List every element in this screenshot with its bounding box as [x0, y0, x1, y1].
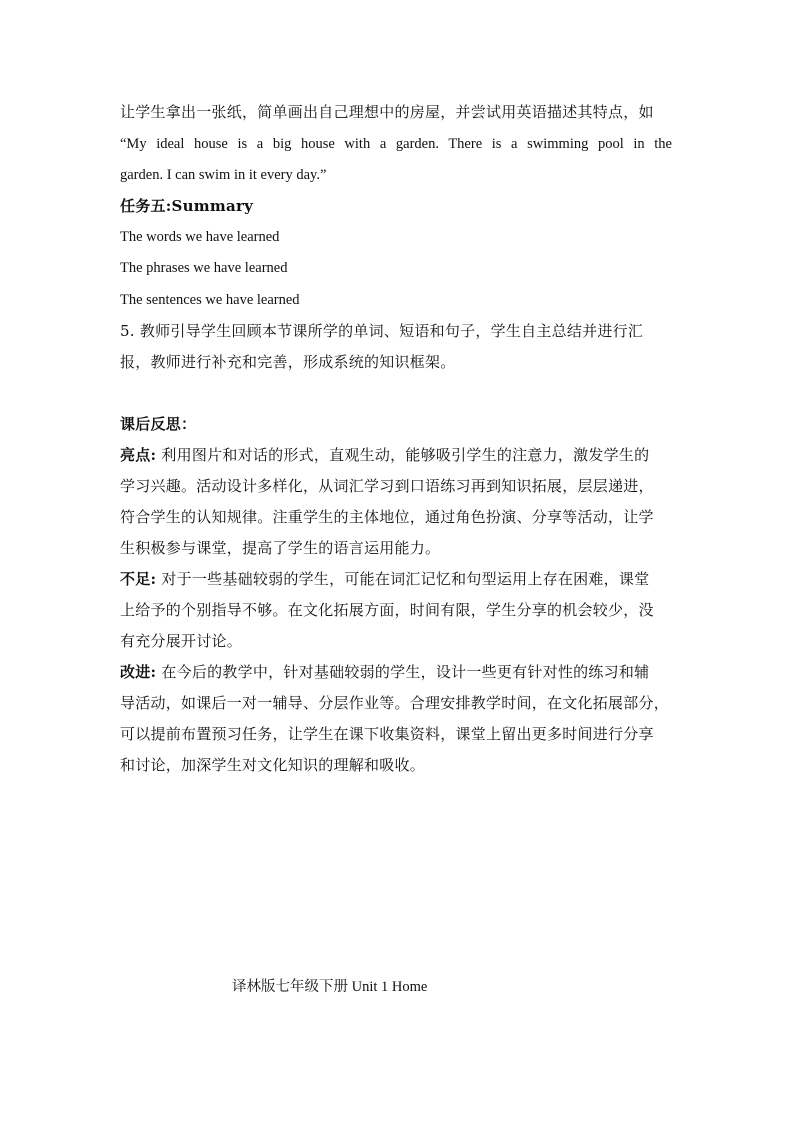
improvements-line-2: 导活动，如课后一对一辅导、分层作业等。合理安排教学时间，在文化拓展部分，	[120, 694, 670, 712]
summary-item-words: The words we have learned	[120, 229, 280, 245]
task4-line-1: 让学生拿出一张纸，简单画出自己理想中的房屋，并尝试用英语描述其特点，如	[120, 103, 654, 121]
highlights-text-1: 利用图片和对话的形式，直观生动，能够吸引学生的注意力，激发学生的	[161, 446, 650, 464]
task5-paragraph-line-2: 报，教师进行补充和完善，形成系统的知识框架。	[120, 353, 456, 371]
highlights-label: 亮点:	[120, 446, 157, 464]
improvements-line-3: 可以提前布置预习任务，让学生在课下收集资料，课堂上留出更多时间进行分享	[120, 725, 654, 743]
improvements-label: 改进:	[120, 663, 157, 681]
reflection-heading: 课后反思：	[120, 415, 197, 433]
improvements-text-1: 在今后的教学中，针对基础较弱的学生，设计一些更有针对性的练习和辅	[161, 663, 650, 681]
task4-line-2: “My ideal house is a big house with a garden. There is a swimming pool in the	[120, 136, 672, 152]
task5-paragraph-line-1: 5. 教师引导学生回顾本节课所学的单词、短语和句子，学生自主总结并进行汇	[120, 322, 644, 340]
shortcomings-line-1	[120, 569, 649, 589]
shortcomings-label: 不足:	[120, 570, 157, 588]
improvements-line-1	[120, 662, 649, 682]
page-footer	[232, 975, 427, 996]
summary-item-phrases: The phrases we have learned	[120, 260, 288, 276]
footer-textbook: 译林版七年级下册	[232, 979, 348, 995]
shortcomings-line-2: 上给予的个别指导不够。在文化拓展方面，时间有限，学生分享的机会较少，没	[120, 601, 654, 619]
highlights-line-3: 符合学生的认知规律。注重学生的主体地位，通过角色扮演、分享等活动，让学	[120, 508, 654, 526]
summary-item-sentences: The sentences we have learned	[120, 292, 300, 308]
highlights-line-4: 生积极参与课堂，提高了学生的语言运用能力。	[120, 539, 441, 557]
highlights-line-1	[120, 445, 649, 465]
shortcomings-line-3: 有充分展开讨论。	[120, 632, 243, 650]
task4-line-3: garden. I can swim in it every day.”	[120, 167, 327, 183]
highlights-line-2: 学习兴趣。活动设计多样化，从词汇学习到口语练习再到知识拓展，层层递进，	[120, 477, 654, 495]
improvements-line-4: 和讨论，加深学生对文化知识的理解和吸收。	[120, 756, 426, 774]
task5-heading: 任务五:Summary	[120, 197, 254, 215]
shortcomings-text-1: 对于一些基础较弱的学生，可能在词汇记忆和句型运用上存在困难，课堂	[161, 570, 650, 588]
footer-unit: Unit 1 Home	[348, 979, 428, 995]
